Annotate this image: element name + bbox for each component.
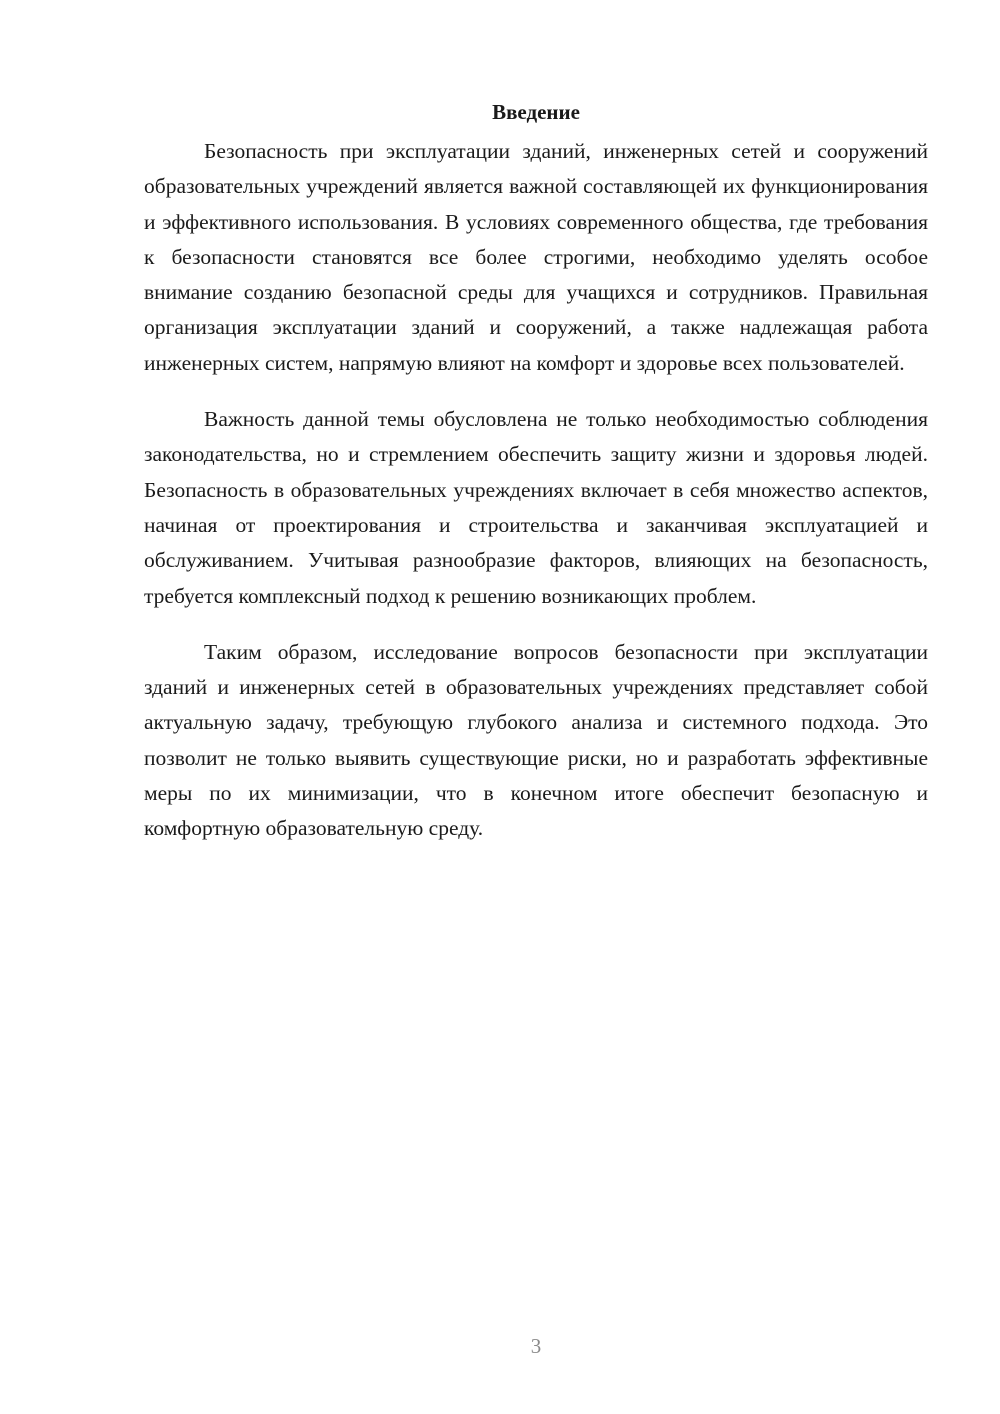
section-heading: Введение: [492, 100, 580, 124]
page-number: 3: [530, 1334, 542, 1358]
page-content: [144, 98, 928, 868]
paragraph-3: Таким образом, исследование вопросов безопасности при эксплуатации зданий и инженерных сетей в образовательных учреждениях представляет собой актуальную задачу, требующую глубокого анализа и системного подхода. Это позволит не только выявить существующие риски, но и разработать эффективные меры по их минимизации, что в конечном итоге обеспечит безопасную и комфортную образовательную среду.: [144, 639, 928, 841]
paragraph-1: Безопасность при эксплуатации зданий, инженерных сетей и сооружений образовательных учреждений является важной составляющей их функционирования и эффективного использования. В условиях современного общества, где требования к безопасности становятся все более строгими, необходимо уделять особое внимание созданию безопасной среды для учащихся и сотрудников. Правильная организация эксплуатации зданий и сооружений, а также надлежащая работа инженерных систем, напрямую влияют на комфорт и здоровье всех пользователей.: [144, 139, 928, 375]
paragraph-2: Важность данной темы обусловлена не только необходимостью соблюдения законодательства, но и стремлением обеспечить защиту жизни и здоровья людей. Безопасность в образовательных учреждениях включает в себя множество аспектов, начиная от проектирования и строительства и заканчивая эксплуатацией и обслуживанием. Учитывая разнообразие факторов, влияющих на безопасность, требуется комплексный подход к решению возникающих проблем.: [144, 407, 928, 608]
